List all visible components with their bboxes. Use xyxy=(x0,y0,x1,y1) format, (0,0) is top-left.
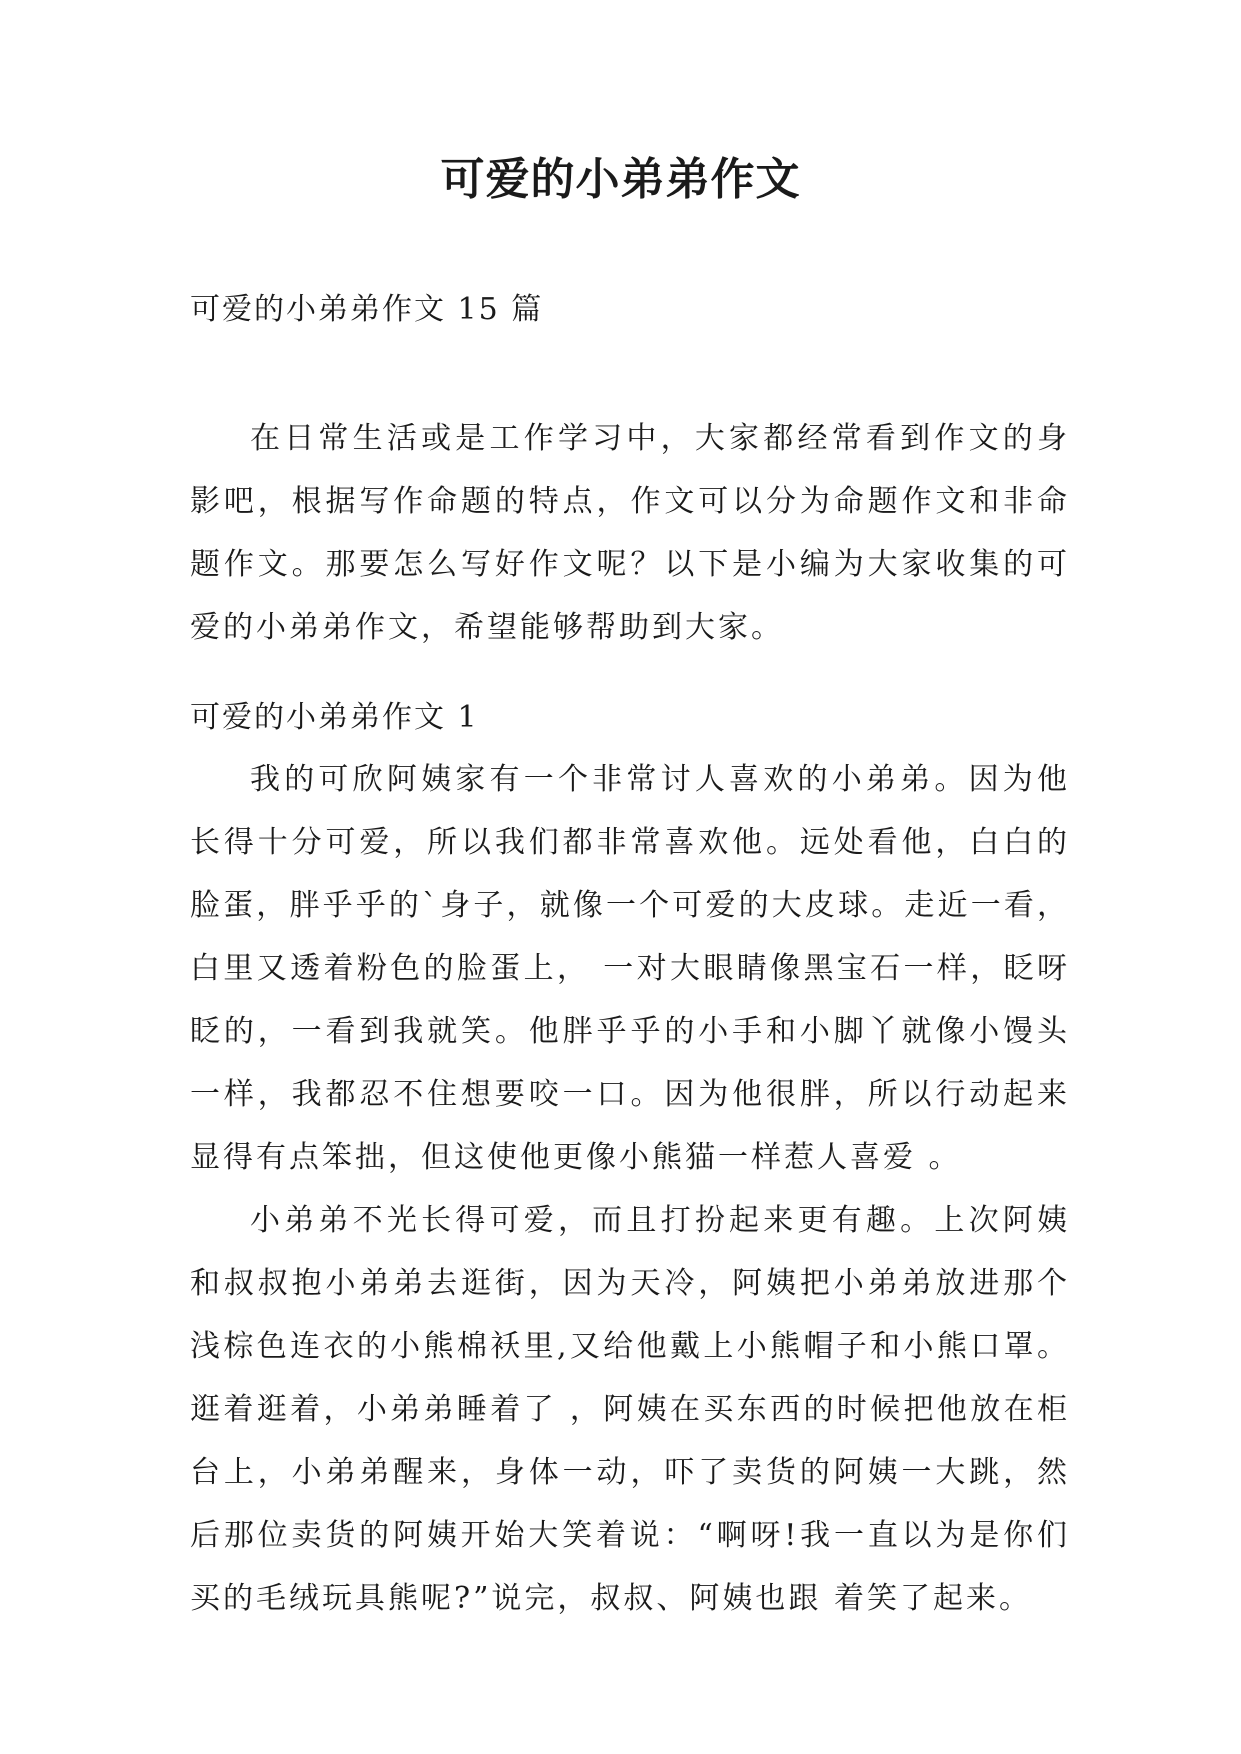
intro-section xyxy=(190,407,1070,659)
intro-paragraph: 在日常生活或是工作学习中，大家都经常看到作文的身影吧，根据写作命题的特点，作文可以分为命题作文和非命题作文。那要怎么写好作文呢？以下是小编为大家收集的可爱的小弟弟作文，希望能够帮助到大家。 xyxy=(190,421,1070,645)
article-section xyxy=(190,698,1070,1630)
body-paragraph: 我的可欣阿姨家有一个非常讨人喜欢的小弟弟。因为他长得十分可爱，所以我们都非常喜欢他。远处看他，白白的脸蛋，胖乎乎的`身子，就像一个可爱的大皮球。走近一看，白里又透着粉色的脸蛋上， 一对大眼睛像黑宝石一样，眨呀眨的，一看到我就笑。他胖乎乎的小手和小脚丫就像小馒头一样，我都忍不住想要咬一口。因为他很胖，所以行动起来显得有点笨拙，但这使他更像小熊猫一样惹人喜爱 。 xyxy=(190,762,1070,1175)
document-subtitle: 可爱的小弟弟作文 15 篇 xyxy=(190,292,544,327)
section-heading: 可爱的小弟弟作文 1 xyxy=(190,700,479,735)
body-paragraph: 小弟弟不光长得可爱，而且打扮起来更有趣。上次阿姨和叔叔抱小弟弟去逛街，因为天冷，阿姨把小弟弟放进那个浅棕色连衣的小熊棉袄里,又给他戴上小熊帽子和小熊口罩。逛着逛着，小弟弟睡着了 ，阿姨在买东西的时候把他放在柜台上，小弟弟醒来，身体一动，吓了卖货的阿姨一大跳，然后那位卖货的阿姨开始大笑着说：“啊呀!我一直以为是你们买的毛绒玩具熊呢?”说完，叔叔、阿姨也跟 着笑了起来。 xyxy=(190,1203,1070,1616)
document-title: 可爱的小弟弟作文 xyxy=(440,154,801,205)
